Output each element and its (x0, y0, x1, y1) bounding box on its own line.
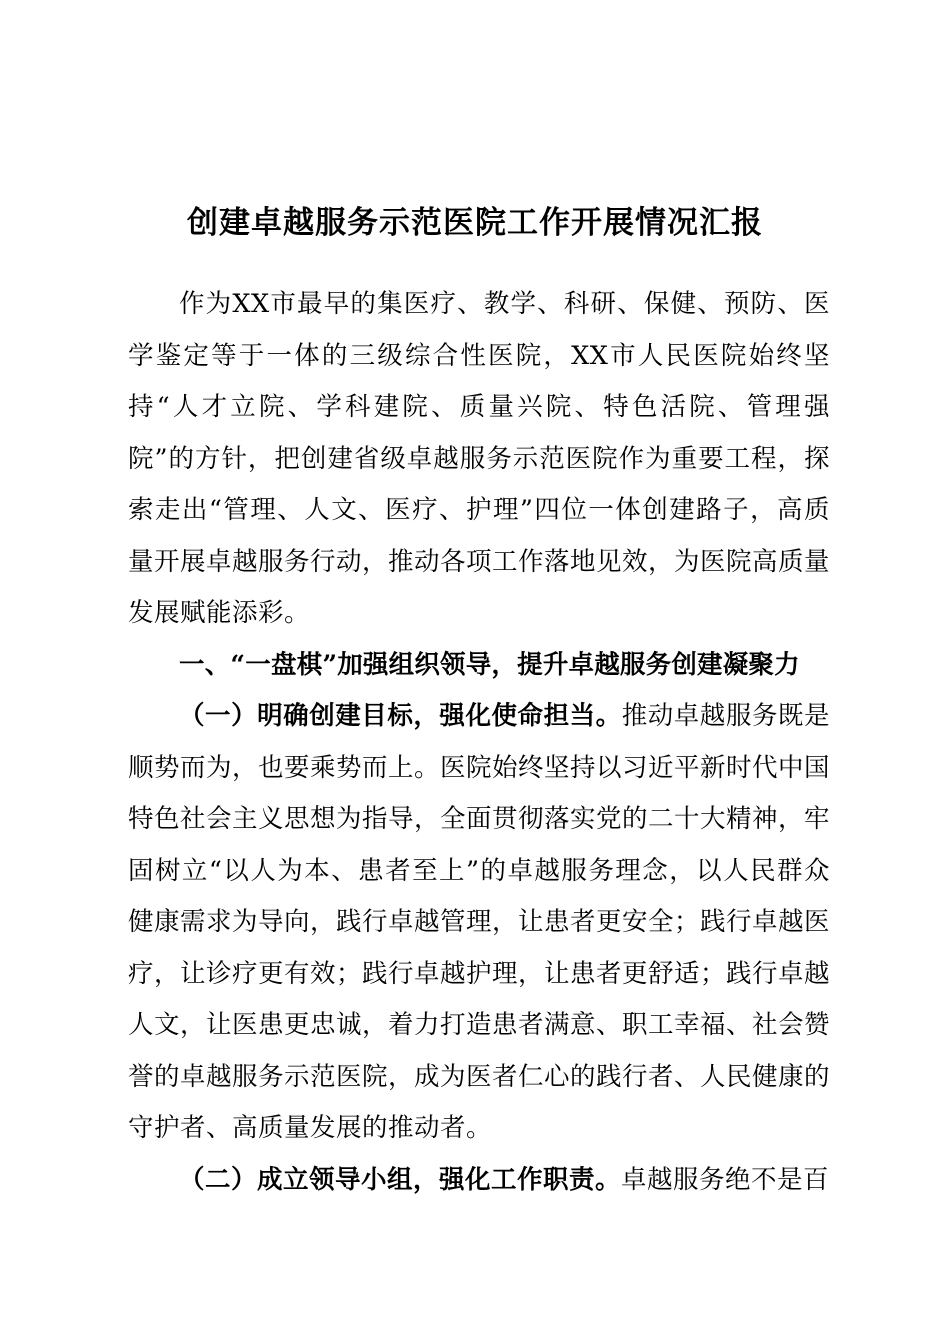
document-title: 创建卓越服务示范医院工作开展情况汇报 (187, 204, 763, 241)
item-lead-1: （一）明确创建目标，强化使命担当。 (179, 701, 622, 731)
document-body (128, 279, 830, 1206)
section-heading: 一、“一盘棋”加强组织领导，提升卓越服务创建凝聚力 (179, 649, 800, 680)
item-paragraph-1 (128, 691, 830, 1155)
item-lead-2: （二）成立领导小组，强化工作职责。 (179, 1164, 622, 1195)
item-paragraph-2 (128, 1155, 830, 1207)
item-text-2: 卓越服务绝不是百 (621, 1164, 830, 1195)
item-text-1: 推动卓越服务既是顺势而为，也要乘势而上。医院始终坚持以习近平新时代中国特色社会主义思想为指导，全面贯彻落实党的二十大精神，牢固树立“以人为本、患者至上”的卓越服务理念，以人民群众健康需求为导向，践行卓越管理，让患者更安全；践行卓越医疗，让诊疗更有效；践行卓越护理，让患者更舒适；践行卓越人文，让医患更忠诚，着力打造患者满意、职工幸福、社会赞誉的卓越服务示范医院，成为医者仁心的践行者、人民健康的守护者、高质量发展的推动者。 (128, 701, 831, 1143)
intro-paragraph: 作为XX市最早的集医疗、教学、科研、保健、预防、医学鉴定等于一体的三级综合性医院，XX市人民医院始终坚持“人才立院、学科建院、质量兴院、特色活院、管理强院”的方针，把创建省级卓越服务示范医院作为重要工程，探索走出“管理、人文、医疗、护理”四位一体创建路子，高质量开展卓越服务行动，推动各项工作落地见效，为医院高质量发展赋能添彩。 (128, 289, 831, 628)
